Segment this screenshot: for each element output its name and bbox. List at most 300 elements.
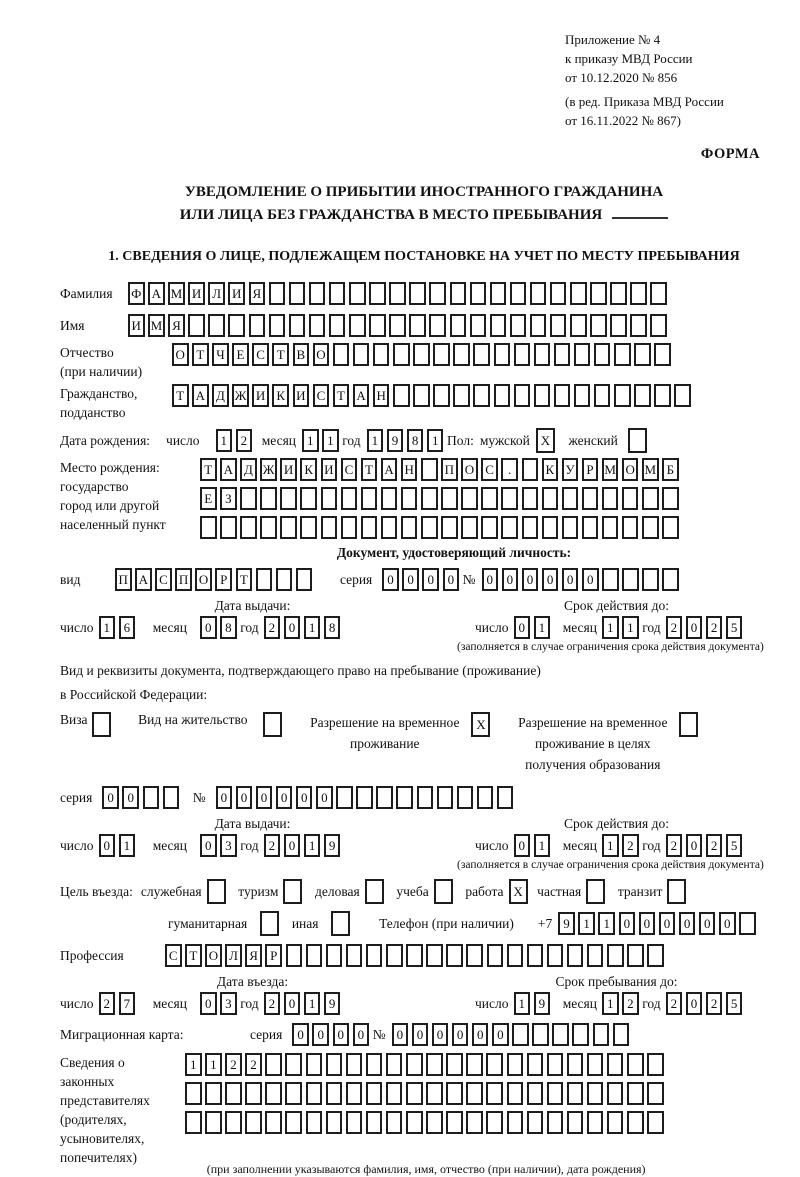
checkbox[interactable]: [667, 879, 686, 904]
char-cell[interactable]: 1: [205, 1053, 222, 1076]
char-cell[interactable]: 0: [492, 1023, 509, 1046]
char-cell[interactable]: [507, 944, 524, 967]
char-cell[interactable]: [562, 487, 579, 510]
char-cell[interactable]: [289, 282, 306, 305]
char-cell[interactable]: [554, 343, 571, 366]
checkbox[interactable]: [331, 911, 350, 936]
char-cell[interactable]: 0: [236, 786, 253, 809]
char-cell[interactable]: [341, 487, 358, 510]
char-cell[interactable]: 1: [534, 834, 551, 857]
char-cell[interactable]: 3: [220, 992, 237, 1015]
char-cell[interactable]: [567, 1111, 584, 1134]
char-cell[interactable]: 8: [407, 429, 424, 452]
char-cell[interactable]: [507, 1082, 524, 1105]
char-cell[interactable]: [185, 1082, 202, 1105]
char-cell[interactable]: [245, 1111, 262, 1134]
char-cell[interactable]: [567, 1053, 584, 1076]
char-cell[interactable]: [572, 1023, 589, 1046]
char-cell[interactable]: С: [481, 458, 498, 481]
checkbox[interactable]: [260, 911, 279, 936]
char-cell[interactable]: [507, 1053, 524, 1076]
char-cell[interactable]: [547, 944, 564, 967]
char-cell[interactable]: [453, 384, 470, 407]
char-cell[interactable]: [614, 384, 631, 407]
char-cell[interactable]: А: [135, 568, 152, 591]
char-cell[interactable]: [662, 487, 679, 510]
char-cell[interactable]: [627, 1082, 644, 1105]
char-cell[interactable]: [249, 314, 266, 337]
char-cell[interactable]: 1: [367, 429, 384, 452]
char-cell[interactable]: [481, 516, 498, 539]
char-cell[interactable]: 0: [514, 834, 531, 857]
char-cell[interactable]: [306, 1082, 323, 1105]
char-cell[interactable]: [409, 314, 426, 337]
char-cell[interactable]: [205, 1111, 222, 1134]
char-cell[interactable]: [642, 516, 659, 539]
char-cell[interactable]: [276, 568, 293, 591]
char-cell[interactable]: [530, 282, 547, 305]
char-cell[interactable]: М: [602, 458, 619, 481]
char-cell[interactable]: [429, 314, 446, 337]
char-cell[interactable]: 8: [220, 616, 237, 639]
char-cell[interactable]: [510, 282, 527, 305]
char-cell[interactable]: [614, 343, 631, 366]
checkbox[interactable]: [207, 879, 226, 904]
char-cell[interactable]: [647, 944, 664, 967]
char-cell[interactable]: 0: [102, 786, 119, 809]
char-cell[interactable]: [285, 1082, 302, 1105]
char-cell[interactable]: [610, 282, 627, 305]
char-cell[interactable]: [353, 343, 370, 366]
char-cell[interactable]: 0: [542, 568, 559, 591]
char-cell[interactable]: [361, 516, 378, 539]
char-cell[interactable]: [634, 343, 651, 366]
char-cell[interactable]: 1: [578, 912, 595, 935]
char-cell[interactable]: [470, 282, 487, 305]
char-cell[interactable]: [510, 314, 527, 337]
char-cell[interactable]: Н: [401, 458, 418, 481]
char-cell[interactable]: 0: [699, 912, 716, 935]
char-cell[interactable]: У: [562, 458, 579, 481]
char-cell[interactable]: [333, 343, 350, 366]
char-cell[interactable]: А: [148, 282, 165, 305]
char-cell[interactable]: [289, 314, 306, 337]
char-cell[interactable]: [622, 516, 639, 539]
char-cell[interactable]: [393, 384, 410, 407]
char-cell[interactable]: [587, 944, 604, 967]
char-cell[interactable]: [542, 516, 559, 539]
char-cell[interactable]: 1: [216, 429, 233, 452]
char-cell[interactable]: [245, 1082, 262, 1105]
char-cell[interactable]: 0: [292, 1023, 309, 1046]
char-cell[interactable]: [265, 1053, 282, 1076]
char-cell[interactable]: [527, 1111, 544, 1134]
char-cell[interactable]: [607, 944, 624, 967]
char-cell[interactable]: 0: [200, 992, 217, 1015]
char-cell[interactable]: [494, 384, 511, 407]
char-cell[interactable]: 1: [302, 429, 319, 452]
char-cell[interactable]: [309, 314, 326, 337]
char-cell[interactable]: [647, 1111, 664, 1134]
char-cell[interactable]: [607, 1053, 624, 1076]
char-cell[interactable]: 0: [562, 568, 579, 591]
char-cell[interactable]: [280, 516, 297, 539]
char-cell[interactable]: 0: [686, 616, 703, 639]
char-cell[interactable]: Т: [361, 458, 378, 481]
char-cell[interactable]: 0: [316, 786, 333, 809]
char-cell[interactable]: 5: [726, 992, 743, 1015]
char-cell[interactable]: [466, 944, 483, 967]
char-cell[interactable]: Б: [662, 458, 679, 481]
char-cell[interactable]: [547, 1111, 564, 1134]
char-cell[interactable]: О: [461, 458, 478, 481]
char-cell[interactable]: М: [148, 314, 165, 337]
char-cell[interactable]: 5: [726, 616, 743, 639]
char-cell[interactable]: [366, 1111, 383, 1134]
char-cell[interactable]: [627, 1111, 644, 1134]
char-cell[interactable]: 1: [598, 912, 615, 935]
char-cell[interactable]: [552, 1023, 569, 1046]
char-cell[interactable]: [550, 282, 567, 305]
char-cell[interactable]: 2: [622, 834, 639, 857]
char-cell[interactable]: С: [165, 944, 182, 967]
char-cell[interactable]: 2: [245, 1053, 262, 1076]
char-cell[interactable]: [650, 282, 667, 305]
char-cell[interactable]: 0: [200, 834, 217, 857]
char-cell[interactable]: [602, 516, 619, 539]
char-cell[interactable]: [446, 944, 463, 967]
char-cell[interactable]: [269, 314, 286, 337]
checkbox[interactable]: [263, 712, 282, 737]
char-cell[interactable]: [366, 1082, 383, 1105]
char-cell[interactable]: [265, 1111, 282, 1134]
char-cell[interactable]: А: [353, 384, 370, 407]
char-cell[interactable]: Д: [240, 458, 257, 481]
char-cell[interactable]: 9: [558, 912, 575, 935]
char-cell[interactable]: 2: [706, 616, 723, 639]
char-cell[interactable]: [634, 384, 651, 407]
char-cell[interactable]: [554, 384, 571, 407]
char-cell[interactable]: 1: [514, 992, 531, 1015]
char-cell[interactable]: 2: [666, 992, 683, 1015]
char-cell[interactable]: 9: [324, 992, 341, 1015]
char-cell[interactable]: [654, 384, 671, 407]
char-cell[interactable]: [300, 487, 317, 510]
char-cell[interactable]: К: [300, 458, 317, 481]
char-cell[interactable]: 1: [427, 429, 444, 452]
char-cell[interactable]: [486, 1111, 503, 1134]
char-cell[interactable]: [329, 282, 346, 305]
char-cell[interactable]: [401, 487, 418, 510]
char-cell[interactable]: [574, 384, 591, 407]
checkbox[interactable]: [365, 879, 384, 904]
char-cell[interactable]: [326, 1082, 343, 1105]
char-cell[interactable]: [225, 1111, 242, 1134]
char-cell[interactable]: [366, 944, 383, 967]
char-cell[interactable]: [574, 343, 591, 366]
char-cell[interactable]: 1: [602, 992, 619, 1015]
char-cell[interactable]: [622, 568, 639, 591]
char-cell[interactable]: [514, 343, 531, 366]
char-cell[interactable]: [534, 384, 551, 407]
char-cell[interactable]: [627, 1053, 644, 1076]
char-cell[interactable]: О: [205, 944, 222, 967]
char-cell[interactable]: Е: [232, 343, 249, 366]
char-cell[interactable]: 0: [582, 568, 599, 591]
char-cell[interactable]: [225, 1082, 242, 1105]
char-cell[interactable]: 1: [119, 834, 136, 857]
char-cell[interactable]: 5: [726, 834, 743, 857]
char-cell[interactable]: [346, 944, 363, 967]
char-cell[interactable]: [321, 487, 338, 510]
char-cell[interactable]: [306, 1111, 323, 1134]
char-cell[interactable]: [220, 516, 237, 539]
char-cell[interactable]: [228, 314, 245, 337]
char-cell[interactable]: 0: [686, 992, 703, 1015]
char-cell[interactable]: [522, 458, 539, 481]
char-cell[interactable]: 9: [324, 834, 341, 857]
checkbox[interactable]: [434, 879, 453, 904]
char-cell[interactable]: Я: [249, 282, 266, 305]
char-cell[interactable]: [386, 1053, 403, 1076]
char-cell[interactable]: [163, 786, 180, 809]
char-cell[interactable]: И: [128, 314, 145, 337]
char-cell[interactable]: 2: [666, 616, 683, 639]
char-cell[interactable]: [426, 1082, 443, 1105]
checkbox[interactable]: [679, 712, 698, 737]
char-cell[interactable]: [336, 786, 353, 809]
char-cell[interactable]: Т: [236, 568, 253, 591]
char-cell[interactable]: Ч: [212, 343, 229, 366]
char-cell[interactable]: [534, 343, 551, 366]
char-cell[interactable]: [527, 944, 544, 967]
char-cell[interactable]: [417, 786, 434, 809]
char-cell[interactable]: 7: [119, 992, 136, 1015]
char-cell[interactable]: [386, 1082, 403, 1105]
char-cell[interactable]: Ж: [260, 458, 277, 481]
char-cell[interactable]: [613, 1023, 630, 1046]
char-cell[interactable]: [433, 384, 450, 407]
char-cell[interactable]: [269, 282, 286, 305]
char-cell[interactable]: К: [272, 384, 289, 407]
char-cell[interactable]: [587, 1053, 604, 1076]
char-cell[interactable]: 1: [304, 616, 321, 639]
char-cell[interactable]: Т: [185, 944, 202, 967]
char-cell[interactable]: [662, 568, 679, 591]
char-cell[interactable]: [240, 487, 257, 510]
char-cell[interactable]: [497, 786, 514, 809]
char-cell[interactable]: 2: [706, 992, 723, 1015]
char-cell[interactable]: [446, 1082, 463, 1105]
char-cell[interactable]: [401, 516, 418, 539]
char-cell[interactable]: [143, 786, 160, 809]
char-cell[interactable]: [481, 487, 498, 510]
char-cell[interactable]: [647, 1082, 664, 1105]
char-cell[interactable]: [450, 282, 467, 305]
char-cell[interactable]: 0: [422, 568, 439, 591]
char-cell[interactable]: А: [381, 458, 398, 481]
char-cell[interactable]: И: [228, 282, 245, 305]
char-cell[interactable]: [507, 1111, 524, 1134]
char-cell[interactable]: [647, 1053, 664, 1076]
char-cell[interactable]: [381, 487, 398, 510]
char-cell[interactable]: [547, 1082, 564, 1105]
char-cell[interactable]: 2: [225, 1053, 242, 1076]
char-cell[interactable]: [296, 568, 313, 591]
char-cell[interactable]: [642, 487, 659, 510]
char-cell[interactable]: 0: [502, 568, 519, 591]
char-cell[interactable]: С: [341, 458, 358, 481]
char-cell[interactable]: Н: [373, 384, 390, 407]
char-cell[interactable]: [413, 343, 430, 366]
char-cell[interactable]: [473, 343, 490, 366]
char-cell[interactable]: [461, 516, 478, 539]
char-cell[interactable]: [582, 516, 599, 539]
char-cell[interactable]: [260, 516, 277, 539]
char-cell[interactable]: [376, 786, 393, 809]
char-cell[interactable]: [550, 314, 567, 337]
char-cell[interactable]: [470, 314, 487, 337]
char-cell[interactable]: [285, 1053, 302, 1076]
char-cell[interactable]: [413, 384, 430, 407]
char-cell[interactable]: [590, 282, 607, 305]
char-cell[interactable]: [326, 944, 343, 967]
char-cell[interactable]: [490, 282, 507, 305]
char-cell[interactable]: 0: [432, 1023, 449, 1046]
char-cell[interactable]: [346, 1053, 363, 1076]
char-cell[interactable]: 8: [324, 616, 341, 639]
char-cell[interactable]: [627, 944, 644, 967]
char-cell[interactable]: 0: [619, 912, 636, 935]
char-cell[interactable]: 2: [236, 429, 253, 452]
char-cell[interactable]: [622, 487, 639, 510]
char-cell[interactable]: 0: [296, 786, 313, 809]
char-cell[interactable]: [356, 786, 373, 809]
char-cell[interactable]: [446, 1053, 463, 1076]
char-cell[interactable]: 1: [322, 429, 339, 452]
char-cell[interactable]: [349, 314, 366, 337]
char-cell[interactable]: 0: [200, 616, 217, 639]
char-cell[interactable]: 0: [443, 568, 460, 591]
char-cell[interactable]: 0: [353, 1023, 370, 1046]
char-cell[interactable]: 2: [666, 834, 683, 857]
checkbox[interactable]: X: [536, 428, 555, 453]
char-cell[interactable]: О: [172, 343, 189, 366]
char-cell[interactable]: [369, 314, 386, 337]
char-cell[interactable]: [602, 487, 619, 510]
char-cell[interactable]: 0: [686, 834, 703, 857]
char-cell[interactable]: [512, 1023, 529, 1046]
char-cell[interactable]: 2: [622, 992, 639, 1015]
char-cell[interactable]: [321, 516, 338, 539]
char-cell[interactable]: [630, 314, 647, 337]
char-cell[interactable]: 0: [382, 568, 399, 591]
char-cell[interactable]: [501, 487, 518, 510]
char-cell[interactable]: [567, 1082, 584, 1105]
char-cell[interactable]: [441, 516, 458, 539]
char-cell[interactable]: Ф: [128, 282, 145, 305]
char-cell[interactable]: [532, 1023, 549, 1046]
char-cell[interactable]: П: [441, 458, 458, 481]
char-cell[interactable]: [587, 1082, 604, 1105]
char-cell[interactable]: 9: [387, 429, 404, 452]
char-cell[interactable]: [457, 786, 474, 809]
char-cell[interactable]: [429, 282, 446, 305]
char-cell[interactable]: [501, 516, 518, 539]
char-cell[interactable]: Т: [272, 343, 289, 366]
char-cell[interactable]: [437, 786, 454, 809]
char-cell[interactable]: [466, 1082, 483, 1105]
char-cell[interactable]: 0: [216, 786, 233, 809]
char-cell[interactable]: [494, 343, 511, 366]
char-cell[interactable]: [421, 458, 438, 481]
char-cell[interactable]: 0: [522, 568, 539, 591]
char-cell[interactable]: 1: [534, 616, 551, 639]
char-cell[interactable]: 0: [312, 1023, 329, 1046]
char-cell[interactable]: 1: [185, 1053, 202, 1076]
char-cell[interactable]: Л: [225, 944, 242, 967]
char-cell[interactable]: [188, 314, 205, 337]
checkbox[interactable]: [628, 428, 647, 453]
char-cell[interactable]: Д: [212, 384, 229, 407]
char-cell[interactable]: [240, 516, 257, 539]
char-cell[interactable]: 1: [622, 616, 639, 639]
char-cell[interactable]: [265, 1082, 282, 1105]
char-cell[interactable]: 0: [482, 568, 499, 591]
char-cell[interactable]: О: [313, 343, 330, 366]
char-cell[interactable]: 0: [719, 912, 736, 935]
char-cell[interactable]: [389, 282, 406, 305]
char-cell[interactable]: 0: [402, 568, 419, 591]
char-cell[interactable]: 1: [304, 834, 321, 857]
char-cell[interactable]: [607, 1082, 624, 1105]
char-cell[interactable]: [739, 912, 756, 935]
char-cell[interactable]: 3: [220, 834, 237, 857]
char-cell[interactable]: [349, 282, 366, 305]
char-cell[interactable]: 0: [99, 834, 116, 857]
char-cell[interactable]: 0: [392, 1023, 409, 1046]
char-cell[interactable]: 2: [264, 616, 281, 639]
char-cell[interactable]: [341, 516, 358, 539]
char-cell[interactable]: [602, 568, 619, 591]
char-cell[interactable]: [446, 1111, 463, 1134]
char-cell[interactable]: [522, 487, 539, 510]
char-cell[interactable]: Р: [215, 568, 232, 591]
char-cell[interactable]: [466, 1111, 483, 1134]
char-cell[interactable]: 1: [99, 616, 116, 639]
char-cell[interactable]: 0: [256, 786, 273, 809]
char-cell[interactable]: 2: [706, 834, 723, 857]
char-cell[interactable]: [590, 314, 607, 337]
checkbox[interactable]: [586, 879, 605, 904]
char-cell[interactable]: [642, 568, 659, 591]
char-cell[interactable]: [607, 1111, 624, 1134]
char-cell[interactable]: [654, 343, 671, 366]
char-cell[interactable]: [346, 1082, 363, 1105]
char-cell[interactable]: И: [280, 458, 297, 481]
char-cell[interactable]: [433, 343, 450, 366]
char-cell[interactable]: Е: [200, 487, 217, 510]
char-cell[interactable]: [256, 568, 273, 591]
char-cell[interactable]: [466, 1053, 483, 1076]
char-cell[interactable]: Я: [245, 944, 262, 967]
char-cell[interactable]: С: [155, 568, 172, 591]
char-cell[interactable]: Т: [200, 458, 217, 481]
char-cell[interactable]: Р: [582, 458, 599, 481]
char-cell[interactable]: [674, 384, 691, 407]
char-cell[interactable]: [570, 314, 587, 337]
char-cell[interactable]: [309, 282, 326, 305]
